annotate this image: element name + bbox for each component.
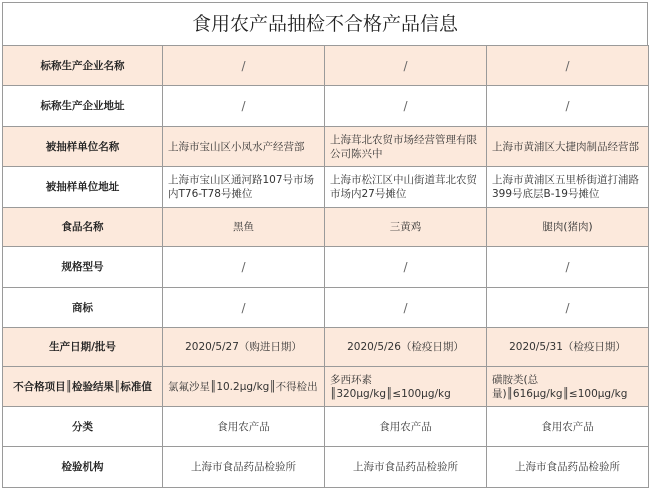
table-cell: 上海市宝山区通河路107号市场内T76-T78号摊位 [163, 167, 325, 208]
row-label: 检验机构 [3, 447, 163, 488]
table-cell: 磺胺类(总量)║616μg/kg║≤100μg/kg [487, 367, 649, 407]
info-table [2, 45, 649, 488]
table-cell: / [325, 247, 487, 288]
table-cell: 氯氟沙星║10.2μg/kg║不得检出 [163, 367, 325, 407]
table-cell: / [487, 288, 649, 328]
table-cell: 食用农产品 [325, 407, 487, 447]
table-cell: 食用农产品 [163, 407, 325, 447]
table-row [3, 127, 649, 167]
row-label: 规格型号 [3, 247, 163, 288]
row-label: 食品名称 [3, 208, 163, 247]
table-cell: 上海茸北农贸市场经营管理有限公司陈兴中 [325, 127, 487, 167]
row-label: 分类 [3, 407, 163, 447]
table-cell: / [487, 46, 649, 86]
row-label: 标称生产企业地址 [3, 86, 163, 127]
table-row [3, 208, 649, 247]
document-sheet [2, 2, 648, 497]
table-row [3, 328, 649, 367]
table-cell: 三黄鸡 [325, 208, 487, 247]
table-row [3, 407, 649, 447]
table-cell: / [163, 247, 325, 288]
table-cell: 上海市食品药品检验所 [487, 447, 649, 488]
table-cell: 食用农产品 [487, 407, 649, 447]
table-row [3, 46, 649, 86]
row-label: 生产日期/批号 [3, 328, 163, 367]
table-cell: 上海市食品药品检验所 [325, 447, 487, 488]
table-cell: / [325, 46, 487, 86]
table-cell: 2020/5/31（检疫日期） [487, 328, 649, 367]
table-cell: / [487, 86, 649, 127]
row-label: 不合格项目║检验结果║标准值 [3, 367, 163, 407]
row-label: 标称生产企业名称 [3, 46, 163, 86]
table-row [3, 167, 649, 208]
row-label: 被抽样单位地址 [3, 167, 163, 208]
table-cell: 2020/5/26（检疫日期） [325, 328, 487, 367]
table-cell: / [325, 288, 487, 328]
table-cell: 上海市黄浦区五里桥街道打浦路399号底层B-19号摊位 [487, 167, 649, 208]
table-cell: 2020/5/27（购进日期） [163, 328, 325, 367]
table-cell: 黑鱼 [163, 208, 325, 247]
table-cell: 上海市食品药品检验所 [163, 447, 325, 488]
table-row [3, 288, 649, 328]
table-cell: 上海市松江区中山街道茸北农贸市场内27号摊位 [325, 167, 487, 208]
table-cell: / [163, 46, 325, 86]
table-cell: 上海市黄浦区大捷肉制品经营部 [487, 127, 649, 167]
table-row [3, 86, 649, 127]
table-row [3, 447, 649, 488]
table-row [3, 247, 649, 288]
table-cell: / [325, 86, 487, 127]
row-label: 商标 [3, 288, 163, 328]
table-cell: 腿肉(猪肉) [487, 208, 649, 247]
table-cell: / [163, 288, 325, 328]
row-label: 被抽样单位名称 [3, 127, 163, 167]
document-title: 食用农产品抽检不合格产品信息 [2, 2, 648, 45]
table-cell: / [487, 247, 649, 288]
table-cell: / [163, 86, 325, 127]
table-cell: 多西环素║320μg/kg║≤100μg/kg [325, 367, 487, 407]
table-cell: 上海市宝山区小凤水产经营部 [163, 127, 325, 167]
table-row [3, 367, 649, 407]
